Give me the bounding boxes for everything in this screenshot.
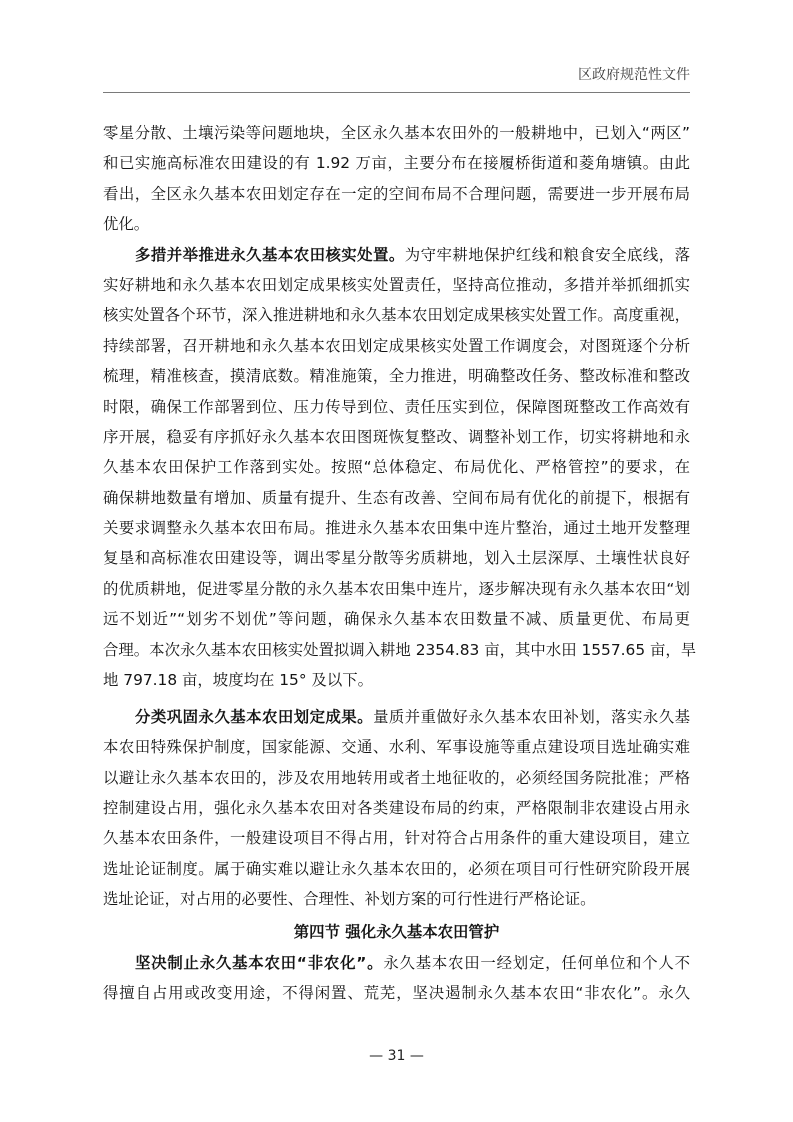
line-text: 的优质耕地，促进零星分散的永久基本农田集中连片，逐步解决现有永久基本农田“划 (103, 579, 690, 598)
line-text: 久基本农田条件，一般建设项目不得占用，针对符合占用条件的重大建设项目，建立 (103, 829, 690, 848)
text-line (103, 665, 690, 695)
text-line (103, 732, 690, 762)
text-line (103, 763, 690, 793)
paragraph (103, 702, 690, 915)
paragraph-lead: 坚决制止永久基本农田“非农化”。 (135, 953, 384, 972)
paragraph (103, 948, 690, 1009)
line-text: 永久基本农田一经划定，任何单位和个人不 (383, 953, 690, 972)
paragraph-lead: 多措并举推进永久基本农田核实处置。 (135, 245, 405, 264)
section-heading: 第四节 强化永久基本农田管护 (293, 923, 500, 942)
line-text: 序开展，稳妥有序抓好永久基本农田图斑恢复整改、调整补划工作，切实将耕地和永 (103, 427, 690, 446)
document-body (103, 118, 697, 1008)
line-text: 地 797.18 亩，坡度均在 15° 及以下。 (103, 671, 373, 690)
line-text: 看出，全区永久基本农田划定存在一定的空间布局不合理问题，需要进一步开展布局 (103, 184, 690, 203)
line-text: 量质并重做好永久基本农田补划，落实永久基 (373, 707, 690, 726)
text-line (103, 361, 690, 391)
text-line (103, 513, 690, 543)
line-text: 久基本农田保护工作落到实处。按照“总体稳定、布局优化、严格管控”的要求，在 (103, 458, 690, 477)
text-line (103, 392, 690, 422)
paragraph (103, 240, 697, 696)
line-text: 选址论证，对占用的必要性、合理性、补划方案的可行性进行严格论证。 (103, 890, 596, 909)
line-text: 以避让永久基本农田的，涉及农用地转用或者土地征收的，必须经国务院批准；严格 (103, 768, 690, 787)
text-line (103, 240, 690, 270)
text-line (103, 854, 690, 884)
line-text: 本农田特殊保护制度，国家能源、交通、水利、军事设施等重点建设项目选址确实难 (103, 738, 690, 757)
paragraph (103, 118, 690, 240)
text-line (103, 209, 690, 239)
line-text: 零星分散、土壤污染等问题地块，全区永久基本农田外的一般耕地中，已划入“两区” (103, 124, 690, 142)
line-text: 复垦和高标准农田建设等，调出零星分散等劣质耕地，划入土层深厚、土壤性状良好 (103, 549, 690, 568)
text-line (103, 270, 690, 300)
text-line (103, 635, 697, 665)
line-text: 核实处置各个环节，深入推进耕地和永久基本农田划定成果核实处置工作。高度重视， (103, 306, 690, 325)
text-line (103, 300, 690, 330)
line-text: 得擅自占用或改变用途，不得闲置、荒芜，坚决遏制永久基本农田“非农化”。永久 (103, 983, 690, 1002)
line-text: 实好耕地和永久基本农田划定成果核实处置责任，坚持高位推动，多措并举抓细抓实 (103, 275, 690, 294)
text-line (103, 452, 690, 482)
line-text: 优化。 (103, 215, 150, 234)
text-line (103, 978, 690, 1008)
header-divider (103, 92, 690, 93)
line-text: 远不划近”“划劣不划优”等问题，确保永久基本农田数量不减、质量更优、布局更 (103, 610, 690, 629)
page-number: — 31 — (369, 1048, 424, 1064)
paragraph-lead: 分类巩固永久基本农田划定成果。 (135, 707, 374, 726)
text-line (103, 702, 690, 732)
text-line (103, 948, 690, 978)
text-line (103, 604, 690, 634)
line-text: 为守牢耕地保护红线和粮食安全底线，落 (404, 245, 690, 264)
text-line (103, 884, 690, 914)
line-text: 控制建设占用，强化永久基本农田对各类建设布局的约束，严格限制非农建设占用永 (103, 798, 690, 817)
text-line (103, 543, 690, 573)
text-line (103, 483, 690, 513)
line-text: 持续部署，召开耕地和永久基本农田划定成果核实处置工作调度会，对图斑逐个分析 (103, 336, 690, 355)
line-text: 时限，确保工作部署到位、压力传导到位、责任压实到位，保障图斑整改工作高效有 (103, 397, 690, 416)
line-text: 和已实施高标准农田建设的有 1.92 万亩，主要分布在接履桥街道和菱角塘镇。由此 (103, 154, 690, 173)
text-line (103, 422, 690, 452)
line-text: 梳理，精准核查，摸清底数。精准施策，全力推进，明确整改任务、整改标准和整改 (103, 367, 690, 386)
text-line (103, 118, 690, 148)
line-text: 合理。本次永久基本农田核实处置拟调入耕地 2354.83 亩，其中水田 1557.65 亩，旱 (103, 640, 697, 659)
line-text: 选址论证制度。属于确实难以避让永久基本农田的，必须在项目可行性研究阶段开展 (103, 859, 690, 878)
text-line (103, 793, 690, 823)
text-line (103, 331, 690, 361)
text-line (103, 574, 690, 604)
text-line (103, 148, 690, 178)
text-line (103, 823, 690, 853)
document-header-title: 区政府规范性文件 (578, 67, 690, 83)
line-text: 确保耕地数量有增加、质量有提升、生态有改善、空间布局有优化的前提下，根据有 (103, 488, 690, 507)
text-line (103, 179, 690, 209)
line-text: 关要求调整永久基本农田布局。推进永久基本农田集中连片整治，通过土地开发整理 (103, 519, 690, 538)
